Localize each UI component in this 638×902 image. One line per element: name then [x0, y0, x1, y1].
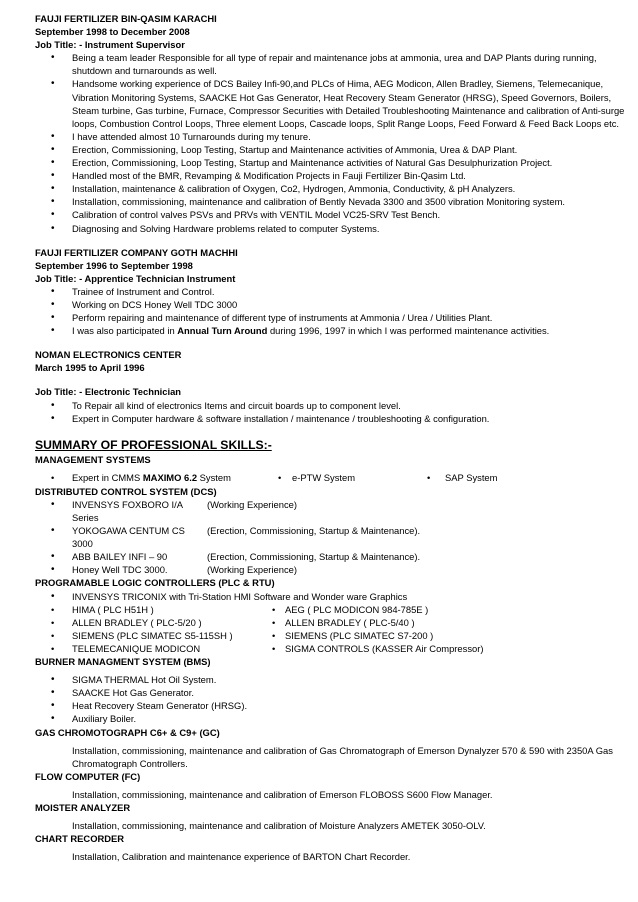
plc-row [35, 642, 626, 655]
management-systems-heading: MANAGEMENT SYSTEMS [35, 453, 151, 465]
list-item: • Perform repairing and maintenance of different type of instruments at Ammonia / Urea / Utilities Plant. [35, 311, 626, 324]
duty-list [35, 51, 626, 234]
company-name: FAUJI FERTILIZER COMPANY GOTH MACHHI [35, 246, 238, 258]
bullet: • [272, 629, 276, 641]
plc-left: TELEMECANIQUE MODICON [72, 642, 201, 654]
flow-computer-heading: FLOW COMPUTER (FC) [35, 770, 141, 782]
company-name: NOMAN ELECTRONICS CENTER [35, 349, 182, 361]
plc-left: ALLEN BRADLEY ( PLC-5/20 ) [72, 616, 202, 628]
bms-heading: BURNER MANAGMENT SYSTEM (BMS) [35, 656, 211, 668]
bullet: • [51, 471, 55, 483]
list-item: • Trainee of Instrument and Control. [35, 285, 626, 298]
bullet: • [51, 603, 55, 615]
list-item: • Installation, commissioning, maintenance and calibration of Bently Nevada 3300 and 3500 vibration Monitoring system. [35, 195, 626, 208]
list-item: • Auxiliary Boiler. [35, 712, 626, 725]
list-item: e-PTW System [292, 471, 356, 483]
list-item: • Handsome working experience of DCS Bailey Infi-90,and PLCs of Hima, AEG Modicon, Allen Bradley, Siemens, Telemecanique, Vibration Monitoring Systems, SAACKE Hot Gas Generator, Heat Recovery Steam Generator (HRSG), Speed Governors, Boilers, Steam turbine, Gas turbine, Furnace, Compressor Securities with Detailed Troubleshooting Maintenance and calibration of Anti-surge loops, Combustion Control Loops, Three element Loops, Cascade loops, Split Range Loops, Feed Forward & Feed Back Loops etc. [35, 77, 626, 129]
text-run: System [197, 471, 231, 483]
dcs-name: • INVENSYS FOXBORO I/A Series [72, 498, 183, 523]
list-item: • SAACKE Hot Gas Generator. [35, 686, 626, 699]
bullet: • [272, 603, 276, 615]
dcs-list [35, 498, 626, 577]
list-item: • To Repair all kind of electronics Items and circuit boards up to component level. [35, 399, 626, 412]
bullet: • [51, 616, 55, 628]
text-run: Expert in CMMS [72, 471, 143, 483]
company-name: FAUJI FERTILIZER BIN-QASIM KARACHI [35, 13, 217, 24]
plc-grid [35, 603, 626, 655]
summary-heading: SUMMARY OF PROFESSIONAL SKILLS:- [35, 437, 272, 452]
chart-recorder-heading: CHART RECORDER [35, 833, 125, 845]
plc-heading: PROGRAMABLE LOGIC CONTROLLERS (PLC & RTU) [35, 577, 275, 589]
text-run: during 1996, 1997 in which I was performed maintenance activities. [267, 325, 550, 337]
job-title: Job Title: - Apprentice Technician Instrument [35, 272, 236, 284]
job-title: Job Title: - Instrument Supervisor [35, 39, 185, 51]
list-item: • INVENSYS TRICONIX with Tri-Station HMI Software and Wonder ware Graphics [35, 590, 626, 603]
list-item: • Working on DCS Honey Well TDC 3000 [35, 298, 626, 311]
list-item [35, 498, 626, 524]
list-item: SAP System [445, 471, 498, 483]
plc-list [35, 590, 626, 603]
experience-1 [35, 12, 626, 235]
list-item: • Installation, maintenance & calibration of Oxygen, Co2, Hydrogen, Ammonia, Conductivity, & pH Analyzers. [35, 182, 626, 195]
plc-row [35, 603, 626, 616]
plc-left: HIMA ( PLC H51H ) [72, 603, 154, 615]
list-item: • I have attended almost 10 Turnarounds during my tenure. [35, 130, 626, 143]
dcs-heading: DISTRIBUTED CONTROL SYSTEM (DCS) [35, 485, 217, 497]
experience-3 [35, 348, 626, 424]
dcs-desc: (Erection, Commissioning, Startup & Maintenance). [207, 551, 421, 563]
plc-right: SIEMENS (PLC SIMATEC S7-200 ) [285, 629, 434, 641]
list-item [72, 471, 231, 484]
duty-list [35, 285, 626, 337]
list-item: • Diagnosing and Solving Hardware problems related to computer Systems. [35, 222, 626, 235]
bullet: • [51, 642, 55, 654]
dcs-name: • YOKOGAWA CENTUM CS 3000 [72, 525, 185, 550]
bullet: • [278, 471, 282, 483]
list-item: • Erection, Commissioning, Loop Testing, Startup and Maintenance activities of Natural Gas Desulphurization Project. [35, 156, 626, 169]
plc-row [35, 616, 626, 629]
bullet: • [427, 471, 431, 483]
employment-period: March 1995 to April 1996 [35, 362, 145, 374]
moisture-analyzer-heading: MOISTER ANALYZER [35, 801, 131, 813]
gc-heading: GAS CHROMOTOGRAPH C6+ & C9+ (GC) [35, 726, 220, 738]
list-item [35, 324, 626, 337]
dcs-desc: (Erection, Commissioning, Startup & Maintenance). [207, 525, 421, 537]
list-item: • Handled most of the BMR, Revamping & Modification Projects in Fauji Fertilizer Bin-Qasim Ltd. [35, 169, 626, 182]
bullet: • [51, 629, 55, 641]
dcs-name: • Honey Well TDC 3000. [72, 564, 168, 576]
job-title: Job Title: - Electronic Technician [35, 386, 182, 398]
maximo-label: MAXIMO 6.2 [142, 471, 198, 483]
list-item: • SIGMA THERMAL Hot Oil System. [35, 673, 626, 686]
plc-right: SIGMA CONTROLS (KASSER Air Compressor) [285, 642, 484, 654]
list-item [35, 563, 626, 576]
management-systems-row [35, 471, 626, 485]
plc-row [35, 629, 626, 642]
list-item: • Expert in Computer hardware & software installation / maintenance / troubleshooting & configuration. [35, 412, 626, 425]
flow-computer-text: Installation, commissioning, maintenance and calibration of Emerson FLOBOSS S600 Flow Manager. [72, 788, 493, 800]
dcs-name: • ABB BAILEY INFI – 90 [72, 551, 168, 563]
employment-period: September 1998 to December 2008 [35, 26, 190, 38]
experience-2 [35, 246, 626, 338]
gc-text: Installation, commissioning, maintenance and calibration of Gas Chromatograph of Emerson Dynalyzer 570 & 590 with 2350A Gas Chromatograph Controllers. [72, 744, 613, 769]
duty-list [35, 399, 626, 425]
bullet: • [272, 642, 276, 654]
moisture-analyzer-text: Installation, commissioning, maintenance and calibration of Moisture Analyzers AMETEK 3050-OLV. [72, 820, 486, 832]
list-item [35, 524, 626, 550]
plc-right: AEG ( PLC MODICON 984-785E ) [285, 603, 429, 615]
list-item [35, 550, 626, 563]
list-item: • Heat Recovery Steam Generator (HRSG). [35, 699, 626, 712]
bullet: • [272, 616, 276, 628]
annual-turnaround-text: Annual Turn Around [177, 325, 268, 337]
bms-list [35, 673, 626, 725]
dcs-desc: (Working Experience) [207, 564, 297, 576]
list-item: • Being a team leader Responsible for all type of repair and maintenance jobs at ammonia, urea and DAP Plants during running, shutdown and turnarounds as well. [35, 51, 626, 77]
dcs-desc: (Working Experience) [207, 498, 297, 510]
list-item: • Erection, Commissioning, Loop Testing, Startup and Maintenance activities of Ammonia, Urea & DAP Plant. [35, 143, 626, 156]
chart-recorder-text: Installation, Calibration and maintenance experience of BARTON Chart Recorder. [72, 851, 411, 863]
text-run: I was also participated in [72, 325, 178, 337]
plc-right: ALLEN BRADLEY ( PLC-5/40 ) [285, 616, 415, 628]
list-item: • Calibration of control valves PSVs and PRVs with VENTIL Model VC25-SRV Test Bench. [35, 208, 626, 221]
employment-period: September 1996 to September 1998 [35, 259, 193, 271]
plc-left: SIEMENS (PLC SIMATEC S5-115SH ) [72, 629, 233, 641]
